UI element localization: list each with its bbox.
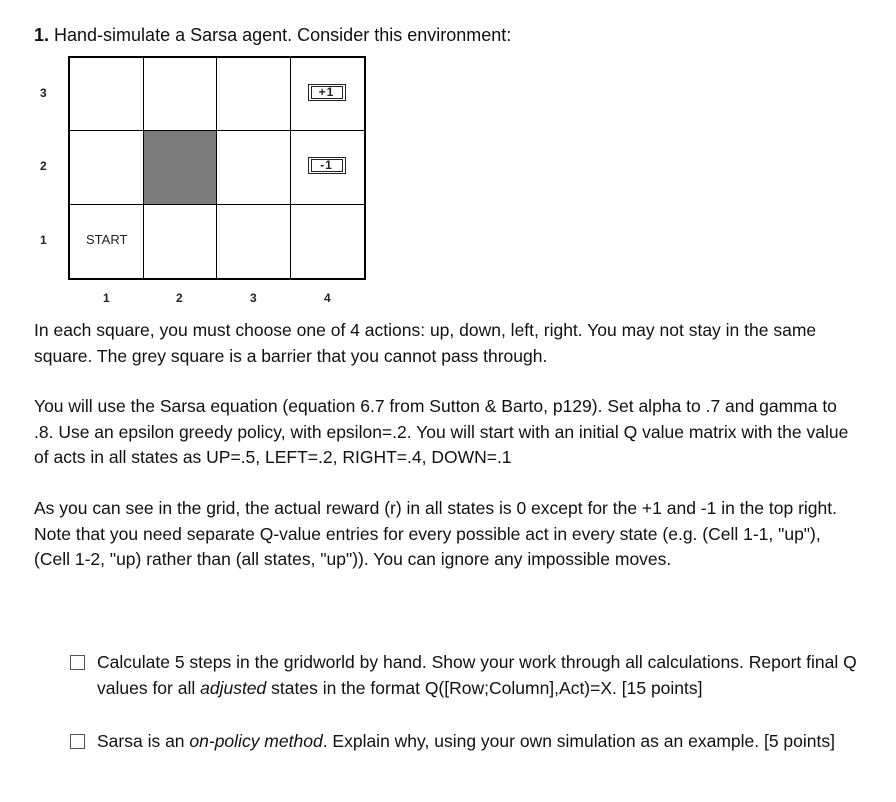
- actions-paragraph: In each square, you must choose one of 4 actions: up, down, left, right. You may not stay in the same square. The grey square is a barrier that you cannot pass through.: [34, 320, 817, 366]
- rewards-paragraph: As you can see in the grid, the actual reward (r) in all states is 0 except for the +1 and -1 in the top right. Note that you need separate Q-value entries for every possible act in every state (e.g. (Cell 1-1, "up"), (Cell 1-2, "up) rather than (all states, "up")). You can ignore any impossible moves.: [34, 498, 838, 569]
- cell-1-4: [291, 205, 365, 278]
- cell-1-3: [217, 205, 291, 278]
- row-label-2: 2: [40, 159, 47, 173]
- cell-2-1: [70, 131, 144, 204]
- cell-3-3: [217, 58, 291, 131]
- task-item-explain: [70, 729, 860, 755]
- cell-3-1: [70, 58, 144, 131]
- cell-1-2: [144, 205, 218, 278]
- col-label-3: 3: [250, 291, 257, 305]
- barrier-cell: [144, 131, 218, 204]
- cell-2-4: [291, 131, 365, 204]
- col-label-4: 4: [324, 291, 331, 305]
- question-title: Hand-simulate a Sarsa agent. Consider this environment:: [54, 25, 512, 45]
- negative-reward-box: [308, 157, 346, 174]
- task-text-calculate: Calculate 5 steps in the gridworld by hand. Show your work through all calculations. Report final Q values for all adjusted states in the format Q([Row;Column],Act)=X. [15 points]: [97, 652, 857, 698]
- task-item-calculate: [70, 650, 860, 701]
- row-label-3: 3: [40, 86, 47, 100]
- sarsa-setup-paragraph: You will use the Sarsa equation (equation 6.7 from Sutton & Barto, p129). Set alpha to .7 and gamma to .8. Use an epsilon greedy policy, with epsilon=.2. You will start with an initial Q value matrix with the value of acts in all states as UP=.5, LEFT=.2, RIGHT=.4, DOWN=.1: [34, 396, 849, 467]
- row-label-1: 1: [40, 233, 47, 247]
- start-label: START: [86, 231, 128, 247]
- task-checkbox-calculate[interactable]: [70, 655, 85, 670]
- cell-3-2: [144, 58, 218, 131]
- question-number: 1.: [34, 25, 50, 45]
- cell-3-4: [291, 58, 365, 131]
- task-checkbox-explain[interactable]: [70, 734, 85, 749]
- negative-reward-label: -1: [320, 158, 333, 173]
- question-heading: [34, 24, 511, 46]
- col-label-1: 1: [103, 291, 110, 305]
- positive-reward-label: +1: [318, 85, 335, 99]
- cell-2-3: [217, 131, 291, 204]
- task-text-explain: Sarsa is an on-policy method. Explain why, using your own simulation as an example. [5 points]: [97, 731, 835, 751]
- positive-reward-box: [308, 84, 346, 101]
- col-label-2: 2: [176, 291, 183, 305]
- start-cell: [70, 205, 144, 278]
- gridworld: [68, 56, 366, 280]
